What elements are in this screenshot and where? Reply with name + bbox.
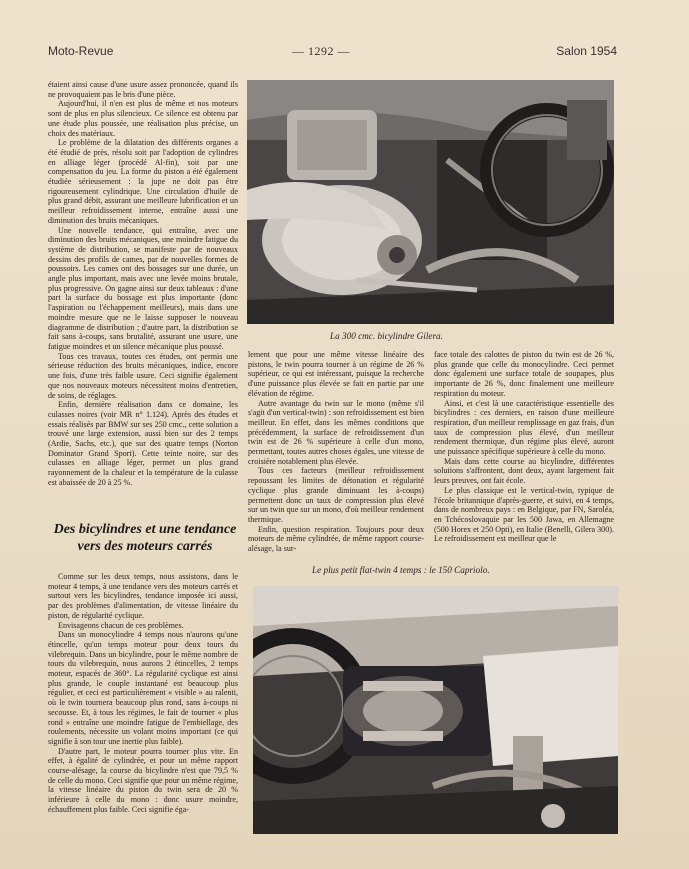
column-1-bottom xyxy=(48,572,238,815)
paragraph: Mais dans cette course au bicylindre, différentes solutions s'affrontent, dont deux, ayant largement fait leurs preuves, ont fait école. xyxy=(434,456,614,486)
paragraph: Aujourd'hui, il n'en est plus de même et nos moteurs sont de plus en plus silencieux. Ce silence est obtenu par une étude plus poussée, une réalisation plus précise, un choix des matériaux. xyxy=(48,99,238,138)
paragraph: Autre avantage du twin sur le mono (même s'il s'agit d'un vertical-twin) : son refroidissement est bien meilleur. En effet, dans les mêmes conditions que précédemment, la surface de refroidissement d'un twin est de 26 % supérieure à celle d'un mono, permettant, toutes autres choses égales, une vitesse de croisière notablement plus élevée. xyxy=(248,398,424,466)
gilera-engine-photo xyxy=(247,80,614,324)
paragraph: lement que pour une même vitesse linéaire des pistons, le twin pourra tourner à un régime de 26 % supérieur, ce qui est intéressant, puisque la recherche d'une puissance plus élevée se fait en partie par une élévation de régime. xyxy=(248,350,424,398)
photo-caption-gilera: La 300 cmc. bicylindre Gilera. xyxy=(330,331,443,341)
paragraph: Enfin, question respiration. Toujours pour deux moteurs de même cylindrée, de même rapport course-alésage, la sur- xyxy=(248,524,424,554)
paragraph: Dans un monocylindre 4 temps nous n'aurons qu'une étincelle, qu'un temps moteur pour deux tours du vilebrequin. Dans un bicylindre, pour le même nombre de tours du vilebrequin, nous aurons 2 étincelles, 2 temps moteur, espacés de 360°. La régularité cyclique est ainsi plus grande, le couple instantané est beaucoup plus régulier, et ceci est particulièrement « visible » au ralenti, où le twin tournera beaucoup plus rond, sans à-coups ni secousse. Et, à tous les régimes, le fait de tourner « plus rond » entraîne une moindre fatigue de l'embiellage, des roulements, nécessite un volant moins important (ce qui signifie à son tour une inertie plus faible). xyxy=(48,630,238,746)
column-3 xyxy=(434,350,614,544)
magazine-name: Moto-Revue xyxy=(48,44,114,58)
paragraph: Ainsi, et c'est là une caractéristique essentielle des bicylindres : ces derniers, en raison d'une meilleure respiration, d'un meilleur remplissage en gaz frais, d'un taux de compression plus élevé, d'un meilleur rendement thermique, d'un régime plus élevé, auront une puissance spécifique supérieure à celle du mono. xyxy=(434,398,614,457)
capriolo-engine-photo xyxy=(253,586,618,834)
paragraph: Envisageons chacun de ces problèmes. xyxy=(58,620,184,630)
paragraph: D'autre part, le moteur pourra tourner plus vite. En effet, à égalité de cylindrée, et pour un même rapport course-alésage, la course du bicylindre n'est que 79,5 % de celle du mono. Ceci signifie que pour un même régime, la vitesse linéaire du piston du twin sera de 20 % inférieure à celle du mono : donc usure moindre, échauffement plus faible. Ceci signifie éga- xyxy=(48,746,238,814)
paragraph: Enfin, dernière réalisation dans ce domaine, les culasses noires (voir MR n° 1.124). Après des études et essais réalisés par BMW sur ses 250 cmc., cette solution a trouvé une large extension, aussi bien sur des 2 temps (Ardie, Sachs, etc.), que sur des quatre temps (Norton Dominator Grand Sport). Cette teinte noire, sur des culasses en alliage léger, permet un plus grand rayonnement de la chaleur et la température de la culasse est abaissée de 20 à 25 %. xyxy=(48,400,238,487)
paragraph: Tous ces facteurs (meilleur refroidissement repoussant les limites de détonation et régularité cyclique plus grande diminuant les à-coups) permettent donc un taux de compression plus élevé sur un twin que sur un mono, d'où meilleur rendement thermique. xyxy=(248,466,424,524)
paragraph: Tous ces travaux, toutes ces études, ont permis une sérieuse réduction des bruits mécaniques, indice, encore une fois, d'une très faible usure. Ceci signifie également que nos nouveaux moteurs nécessitent moins d'entretien, de soins, de réglages. xyxy=(48,351,238,400)
paragraph: Le plus classique est le vertical-twin, typique de l'école britannique d'après-guerre, et suivi, en 4 temps, dans de nombreux pays : en Belgique, par FN, Saroléa, en Tchécoslovaquie par les 500 Jawa, en Allemagne (500 Horex et 250 Opti), en Italie (Benelli, Gilera 300). Le refroidissement est meilleur que le xyxy=(434,485,614,544)
paragraph: Comme sur les deux temps, nous assistons, dans le moteur 4 temps, à une tendance vers des moteurs carrés et surtout vers les bicylindres, tendance imposée ici aussi, par des problèmes d'alimentation, de vitesse linéaire du piston, de régularité cyclique. xyxy=(48,572,238,620)
paragraph: face totale des calottes de piston du twin est de 26 %, plus grande que celle du monocylindre. Ceci permet donc également une surface totale de soupapes, plus importante de 26 %, donc finalement une meilleure respiration du moteur. xyxy=(434,350,614,398)
section-heading: Des bicylindres et une tendance vers des moteurs carrés xyxy=(53,522,237,554)
paragraph: Le problème de la dilatation des différents organes a été étudié de près, résolu soit par l'adoption de cylindres en alliage léger (procédé Al-fin), soit par une compensation du jeu. La forme du piston a été également étudiée sérieusement : la jupe ne doit pas être rigoureusement cylindrique. Une circulation d'huile de plus grand débit, assurant une meilleure lubrification et un meilleur refroidissement interne, entraîne aussi une diminution des bruits mécaniques. xyxy=(48,138,238,225)
photo-caption-capriolo: Le plus petit flat-twin 4 temps : le 150 Capriolo. xyxy=(312,565,490,575)
page-number: — 1292 — xyxy=(292,44,350,58)
paragraph: étaient ainsi cause d'une usure assez prononcée, quand ils ne provoquaient pas le bris d'une pièce. xyxy=(48,80,238,99)
paragraph: Une nouvelle tendance, qui entraîne, avec une diminution des bruits mécaniques, une moindre fatigue du système de distribution, se manifeste par de nouveaux dessins des profils de cames, par de nouvelles formes de poussoirs. Les cames ont des bossages sur une durée, un angle plus important, mais avec une levée moins brutale, plus progressive. On gagne ainsi sur deux tableaux : d'une part la surface du bossage est plus importante (donc l'aspiration ou l'échappement meilleurs), mais dans une moindre mesure que ne le laisse supposer le nouveau diagramme de distribution ; d'autre part, la distribution se fait sans à-coups, sans brutalité, assurant une usure, une fatigue moindres et un silence mécanique plus poussé. xyxy=(48,225,238,351)
column-2 xyxy=(248,350,424,554)
column-1-top xyxy=(48,80,238,488)
issue-label: Salon 1954 xyxy=(556,44,617,58)
